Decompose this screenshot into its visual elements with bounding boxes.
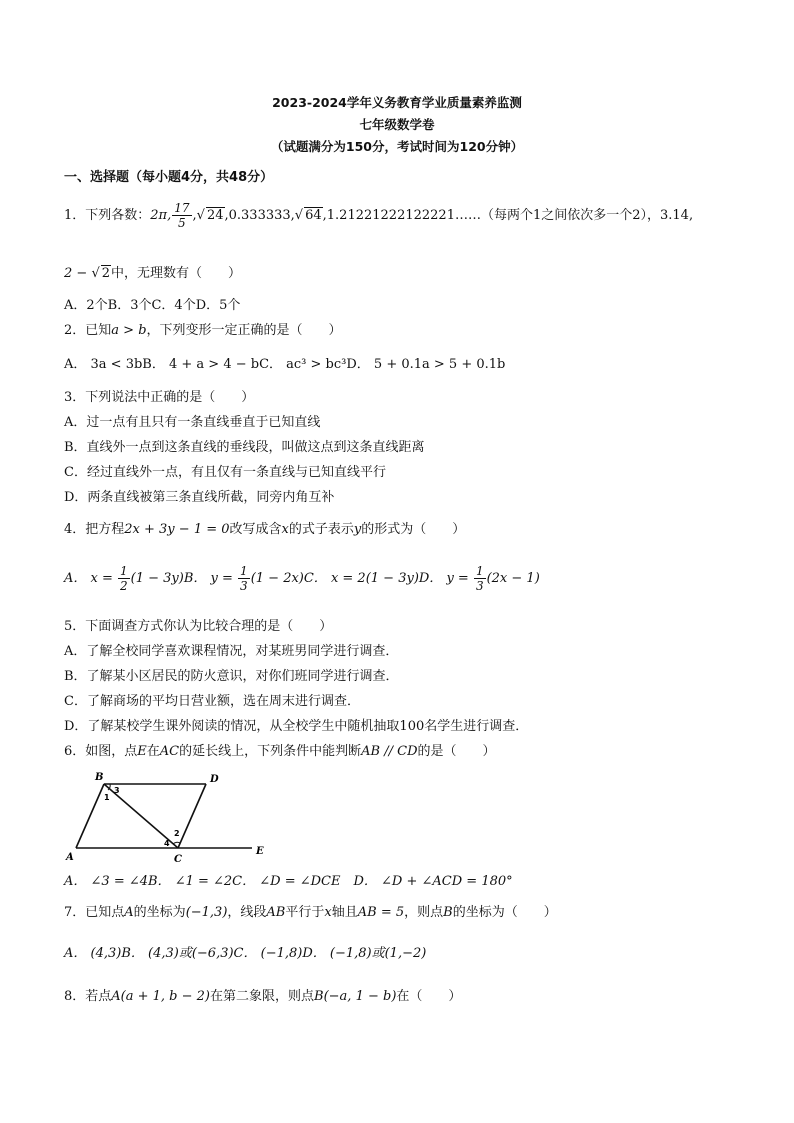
- q5-option-d: D．了解某校学生课外阅读的情况，从全校学生中随机抽取100名学生进行调查．: [64, 719, 529, 734]
- fig-label-b: B: [95, 772, 104, 783]
- q3-option-d: D．两条直线被第三条直线所截，同旁内角互补: [64, 490, 335, 505]
- q1-prefix: 1．下列各数：: [64, 208, 151, 223]
- q4-frac-half: $\frac{1}{2}$: [120, 564, 128, 593]
- q4-stem-a: 4．把方程: [64, 522, 125, 537]
- q6-stem-b: 在: [146, 744, 160, 759]
- q1-mid: ,0.333333,: [224, 208, 295, 223]
- q6-segment-ac: AC: [159, 744, 180, 759]
- q4-equation: 2x + 3y − 1 = 0: [124, 522, 230, 537]
- q5-option-b: B．了解某小区居民的防火意识，对你们班同学进行调查．: [64, 669, 399, 684]
- q8-point-b: B(−a, 1 − b): [314, 989, 397, 1004]
- fig-label-e: E: [256, 846, 264, 857]
- fig-line-ab: [76, 784, 104, 848]
- fig-label-c: C: [174, 854, 182, 865]
- q5-stem: 5．下面调查方式你认为比较合理的是（ ）: [64, 619, 333, 634]
- q8-point-a: A(a + 1, b − 2): [111, 989, 211, 1004]
- q7-stem-g: 的坐标为（ ）: [452, 905, 557, 920]
- q4-options: [64, 564, 540, 593]
- q4-stem-b: 改写成含: [229, 522, 282, 537]
- fig-label-d: D: [210, 774, 219, 785]
- q3-option-c: C．经过直线外一点，有且仅有一条直线与已知直线平行: [64, 465, 386, 480]
- q1-fraction: [172, 201, 191, 230]
- q4-frac-third-d: $\frac{1}{3}$: [475, 564, 484, 593]
- q1-line1: [64, 201, 693, 230]
- fig-angle-4: 4: [164, 839, 170, 848]
- q1-sqrt2: √ 2: [91, 266, 111, 281]
- q6-stem: [64, 740, 496, 759]
- q8-stem-a: 8．若点: [64, 989, 112, 1004]
- q4-frac-third-b: $\frac{1}{3}$: [240, 564, 248, 593]
- q4-stem-d: 的形式为（ ）: [361, 522, 466, 537]
- q1-line2: [64, 262, 241, 281]
- q3-option-b: B．直线外一点到这条直线的垂线段，叫做这点到这条直线距离: [64, 440, 425, 455]
- q7-stem-e: 轴且: [331, 905, 358, 920]
- q1-line2-a: 2 −: [64, 266, 92, 281]
- q6-parallel: AB // CD: [361, 744, 418, 759]
- q5-option-c: C．了解商场的平均日营业额，选在周末进行调查．: [64, 694, 360, 709]
- q1-frac-den: 5: [178, 216, 186, 230]
- q4-opt-a-post: (1 − 3y)B．: [130, 571, 207, 586]
- q8-stem: [64, 985, 461, 1004]
- q4-opt-b-post: (1 − 2x)C． x = 2(1 − 3y)D．: [250, 571, 443, 586]
- fig-line-dc: [178, 784, 206, 848]
- q7-stem-b: 的坐标为: [133, 905, 186, 920]
- q4-var-y: y: [353, 522, 362, 537]
- q5-option-a: A．了解全校同学喜欢课程情况，对某班男同学进行调查．: [64, 644, 399, 659]
- q1-sqrt24: √ 24: [196, 208, 224, 223]
- q2-options: A． 3a < 3bB． 4 + a > 4 − bC． ac³ > bc³D． 5 + 0.1a > 5 + 0.1b: [64, 357, 506, 372]
- q8-stem-b: 在第二象限，则点: [210, 989, 315, 1004]
- q7-stem-a: 7．已知点: [64, 905, 125, 920]
- q1-tail: ,1.21221222122221……（每两个1之间依次多一个2），3.14,: [322, 208, 694, 223]
- q1-comma: ,: [192, 208, 197, 223]
- q7-stem-c: ，线段: [227, 905, 267, 920]
- q7-stem-f: ，则点: [404, 905, 444, 920]
- q2-stem-a: 2．已知: [64, 323, 112, 338]
- q1-options: A．2个B．3个C．4个D．5个: [64, 298, 241, 313]
- q3-stem: 3．下列说法中正确的是（ ）: [64, 390, 255, 405]
- fig-angle-2: 2: [174, 829, 180, 838]
- exam-subtitle: 七年级数学卷: [359, 117, 435, 132]
- q7-point-b: B: [443, 905, 453, 920]
- q7-point-a: A: [124, 905, 134, 920]
- q6-options: A． ∠3 = ∠4B． ∠1 = ∠2C． ∠D = ∠DCE D． ∠D + ∠ACD = 180°: [64, 874, 513, 889]
- q2-stem: [64, 319, 342, 338]
- q4-opt-d-post: (2x − 1): [486, 571, 540, 586]
- q4-opt-a-pre: A． x =: [64, 571, 118, 586]
- q7-options: A． (4,3)B． (4,3)或(−6,3)C． (−1,8)D． (−1,8)或(1,−2): [64, 946, 427, 961]
- q3-option-a: A．过一点有且只有一条直线垂直于已知直线: [64, 415, 321, 430]
- fig-angle-mark-c: [173, 842, 180, 844]
- exam-note: （试题满分为150分，考试时间为120分钟）: [270, 139, 524, 154]
- q4-stem-c: 的式子表示: [288, 522, 354, 537]
- q7-segment-ab: AB: [266, 905, 286, 920]
- q6-stem-c: 的延长线上，下列条件中能判断: [179, 744, 362, 759]
- q6-point-e: E: [137, 744, 147, 759]
- q7-length: AB = 5: [357, 905, 405, 920]
- q2-stem-math: a > b: [111, 323, 147, 338]
- q4-opt-d-pre: y =: [442, 571, 473, 586]
- q6-stem-a: 6．如图，点: [64, 744, 138, 759]
- q7-coord: (−1,3): [185, 905, 228, 920]
- q1-pi: 2π,: [150, 208, 172, 223]
- q7-stem: [64, 901, 557, 920]
- fig-angle-1: 1: [104, 793, 110, 802]
- q2-stem-b: ，下列变形一定正确的是（ ）: [146, 323, 342, 338]
- q1-frac-num: 17: [174, 201, 190, 215]
- fig-angle-3: 3: [114, 786, 120, 795]
- q7-axis-x: x: [324, 905, 332, 920]
- q4-opt-b-pre: y =: [206, 571, 238, 586]
- q6-stem-d: 的是（ ）: [417, 744, 496, 759]
- fig-label-a: A: [66, 852, 74, 863]
- q4-var-x: x: [281, 522, 289, 537]
- q6-parallelogram-figure: [64, 768, 274, 866]
- q7-stem-d: 平行于: [285, 905, 325, 920]
- q1-line2-b: 中，无理数有（ ）: [111, 266, 242, 281]
- exam-title: 2023-2024学年义务教育学业质量素养监测: [272, 95, 522, 110]
- q8-stem-c: 在（ ）: [396, 989, 462, 1004]
- exam-header: [0, 92, 794, 158]
- q4-stem: [64, 518, 465, 537]
- section-choice-title: 一、选择题（每小题4分，共48分）: [64, 170, 274, 185]
- q1-sqrt64: √ 64: [294, 208, 322, 223]
